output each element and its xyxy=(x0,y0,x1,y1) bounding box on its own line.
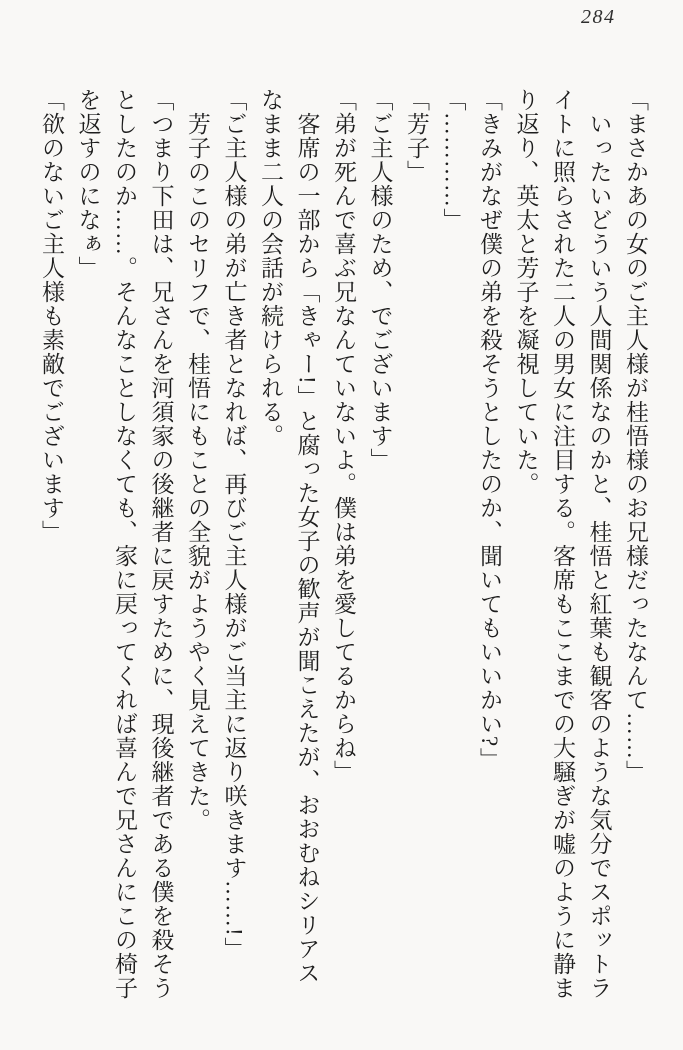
text-line: 「つまり下田は、兄さんを河須家の後継者に戻すために、現後継者である僕を殺そう xyxy=(148,88,174,1000)
text-line: 「芳子」 xyxy=(404,88,429,184)
text-line: なまま二人の会話が続けられる。 xyxy=(258,88,283,448)
page-text-block xyxy=(33,88,654,1000)
text-line: 「欲のないご主人様も素敵でございます」 xyxy=(39,88,64,544)
text-line: 客席の一部から「きゃー!」と腐った女子の歓声が聞こえたが、おおむねシリアス xyxy=(294,88,320,985)
page-number: 284 xyxy=(581,6,616,28)
text-line: 「ご主人様のため、でございます」 xyxy=(367,88,393,472)
text-line: 「…………」 xyxy=(440,88,466,232)
text-line: 「弟が死んで喜ぶ兄なんていないよ。僕は弟を愛してるからね」 xyxy=(331,88,356,784)
text-line: 芳子のこのセリフで、桂悟にもことの全貌がようやく見えてきた。 xyxy=(185,88,210,832)
text-line: を返すのになぁ」 xyxy=(75,88,101,280)
text-line: 「ご主人様の弟が亡き者となれば、再びご主人様がご当主に返り咲きます……!」 xyxy=(221,88,247,961)
text-line: 「きみがなぜ僕の弟を殺そうとしたのか、聞いてもいいかい?」 xyxy=(477,88,502,772)
text-line: としたのか……。そんなことしなくても、家に戻ってくれば喜んで兄さんにこの椅子 xyxy=(112,88,137,1000)
text-line: いったいどういう人間関係なのかと、桂悟と紅葉も観客のような気分でスポットラ xyxy=(586,88,612,1000)
text-line: イトに照らされた二人の男女に注目する。客席もここまでの大騒ぎが嘘のように静ま xyxy=(550,88,575,1000)
text-line: 「まさかあの女のご主人様が桂悟様のお兄様だったなんて……」 xyxy=(623,88,648,784)
text-line: り返り、英太と芳子を凝視していた。 xyxy=(513,88,539,496)
